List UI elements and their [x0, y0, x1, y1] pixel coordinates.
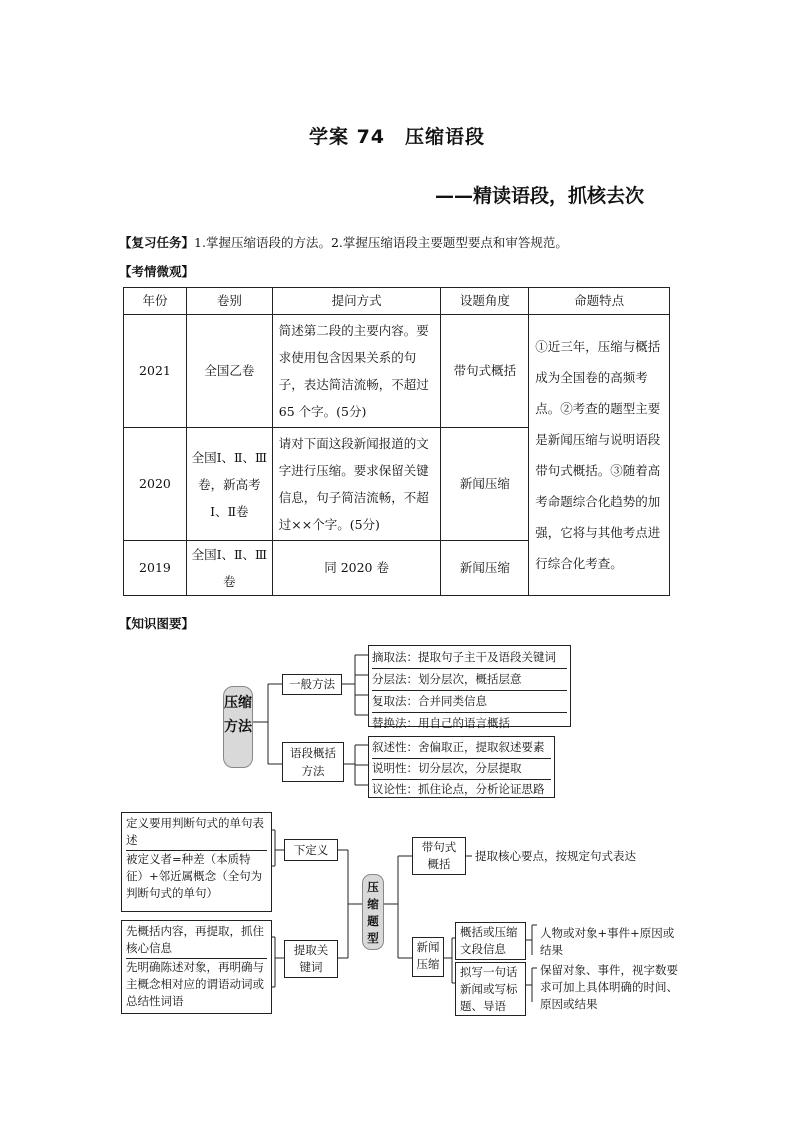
- review-task-text: 1.掌握压缩语段的方法。2.掌握压缩语段主要题型要点和审答规范。: [194, 235, 568, 250]
- row-question: 同 2020 卷: [272, 541, 441, 596]
- exam-features: ①近三年，压缩与概括成为全国卷的高频考点。②考查的题型主要是新闻压缩与说明语段带句式概括。③随着高考命题综合化趋势的加强，它将与其他考点进行综合化考查。: [529, 315, 670, 596]
- list-item: 摘取法：提取句子主干及语段关键词: [372, 647, 567, 669]
- page-subtitle: ——精读语段，抓核去次: [434, 185, 644, 207]
- row-paper: 全国乙卷: [186, 315, 272, 428]
- row-question: 简述第二段的主要内容。要求使用包含因果关系的句子，表达简洁流畅，不超过 65 个字。(5分): [272, 315, 441, 428]
- header-angle: 设题角度: [441, 288, 529, 315]
- news-summary-node: 概括或压缩文段信息: [455, 922, 526, 960]
- list-item: 先明确陈述对象，再明确与主概念相对应的谓语动词或总结性词语: [126, 960, 264, 1008]
- segment-methods-node: 语段概括方法: [282, 742, 344, 782]
- news-headline-note: 保留对象、事件，视字数要求可加上具体明确的时间、原因或结果: [540, 963, 678, 1011]
- page-title: 学案 74 压缩语段: [308, 126, 486, 148]
- exam-overview-label: 【考情微观】: [119, 264, 195, 279]
- general-methods-list: [368, 645, 571, 730]
- news-summary-note: 人物或对象+事件+原因或结果: [540, 926, 675, 957]
- keywords-node: 提取关键词: [284, 940, 338, 978]
- header-year: 年份: [124, 288, 187, 315]
- list-item: 被定义者=种差（本质特征）+邻近属概念（全句为判断句式的单句）: [126, 852, 263, 900]
- segment-methods-list: [368, 736, 555, 798]
- general-methods-node: 一般方法: [282, 674, 342, 695]
- list-item: 先概括内容，再提取，抓住核心信息: [126, 923, 267, 959]
- list-item: 定义要用判断句式的单句表述: [126, 815, 267, 851]
- knowledge-map-label: 【知识图要】: [119, 616, 195, 631]
- keywords-notes: [121, 920, 272, 1014]
- list-item: 分层法：划分层次，概括层意: [372, 669, 567, 691]
- row-angle: 新闻压缩: [441, 541, 529, 596]
- header-question: 提问方式: [272, 288, 441, 315]
- news-node: 新闻压缩: [412, 937, 444, 977]
- define-notes: [121, 812, 272, 912]
- row-year: 2019: [124, 541, 187, 596]
- compress-types-root: 压缩题型: [362, 874, 384, 950]
- pattern-note: 提取核心要点，按规定句式表达: [475, 849, 636, 863]
- row-year: 2020: [124, 428, 187, 541]
- row-paper: 全国Ⅰ、Ⅱ、Ⅲ卷: [186, 541, 272, 596]
- row-angle: 带句式概括: [441, 315, 529, 428]
- compress-methods-root: 压缩方法: [223, 686, 253, 768]
- define-node: 下定义: [284, 839, 338, 861]
- review-task-label: 【复习任务】: [119, 235, 195, 250]
- list-item: 说明性：切分层次，分层提取: [372, 759, 551, 780]
- list-item: 叙述性：舍偏取正，提取叙述要素: [372, 738, 551, 759]
- row-angle: 新闻压缩: [441, 428, 529, 541]
- news-headline-node: 拟写一句话新闻或写标题、导语: [455, 962, 526, 1016]
- row-paper: 全国Ⅰ、Ⅱ、Ⅲ卷，新高考Ⅰ、Ⅱ卷: [186, 428, 272, 541]
- row-year: 2021: [124, 315, 187, 428]
- row-question: 请对下面这段新闻报道的文字进行压缩。要求保留关键信息，句子简洁流畅，不超过××个字。(5分): [272, 428, 441, 541]
- list-item: 复取法：合并同类信息: [372, 691, 567, 713]
- header-features: 命题特点: [529, 288, 670, 315]
- list-item: 议论性：抓住论点，分析论证思路: [372, 782, 545, 796]
- pattern-node: 带句式概括: [412, 837, 466, 875]
- header-paper: 卷别: [186, 288, 272, 315]
- list-item: 替换法：用自己的语言概括: [372, 716, 510, 730]
